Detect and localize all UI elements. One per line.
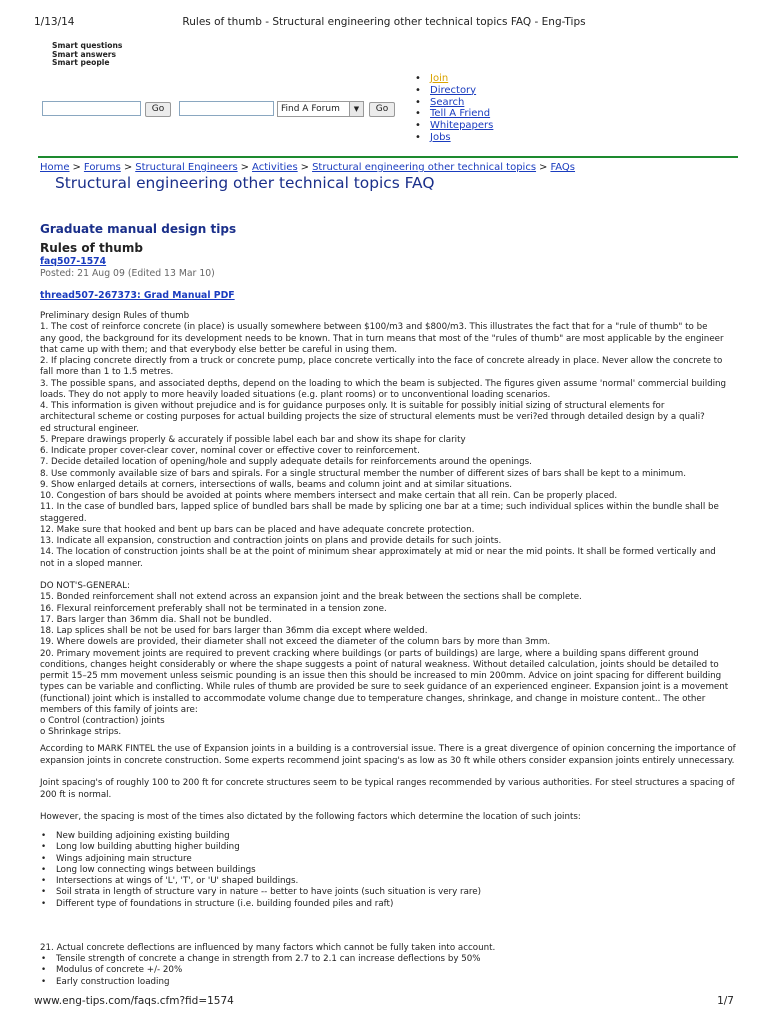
breadcrumb-separator: >	[539, 162, 548, 173]
text-line: conditions, changes height considerably or where the shape suggests a point of natural weakness. Without detailed calculation, joints should be detailed to	[40, 659, 719, 670]
go-button[interactable]: Go	[145, 102, 171, 117]
text-line: any good, the background for its development needs to be known. That in turn means that most of the "rules of thumb" are most applicable by the engineer	[40, 333, 724, 344]
text-line: members of this family of joints are:	[40, 704, 198, 715]
tagline-line: Smart answers	[52, 49, 117, 59]
list-item: • Intersections at wings of 'L', 'T', or 'U' shaped buildings.	[40, 876, 481, 887]
breadcrumb-separator: >	[123, 162, 133, 173]
nav-link-whitepapers[interactable]: Whitepapers	[430, 120, 494, 132]
text-line: 7. Decide detailed location of opening/hole and supply adequate details for reinforcements around the openings.	[40, 457, 532, 468]
text-line: 9. Show enlarged details at corners, intersections of walls, beams and column joint and at similar situations.	[40, 479, 513, 490]
list-item: • Long low building abutting higher building	[40, 842, 481, 853]
text-line: 11. In the case of bundled bars, lapped splice of bundled bars shall be made by splicing one bar at a time; such individual splices within the bundle shall be	[40, 502, 719, 513]
site-tagline	[52, 42, 122, 68]
nav-link-search[interactable]: Search	[430, 96, 465, 108]
list-item: • Soil strata in length of structure vary in nature -- better to have joints (such situation is very rare)	[40, 887, 481, 898]
top-nav	[415, 73, 493, 144]
tagline-line: Smart questions	[52, 41, 123, 50]
print-page-title: Rules of thumb - Structural engineering other technical topics FAQ - Eng-Tips	[182, 16, 586, 28]
text-line: According to MARK FINTEL the use of Expansion joints in a building is a controversial issue. There is a great divergence of opinion concerning the importance of	[40, 744, 736, 754]
dropdown-arrow-icon: ▼	[349, 102, 363, 116]
text-line: 8. Use commonly available size of bars and spirals. For a single structural member the number of different sizes of bars shall be kept to a minimum.	[40, 468, 686, 479]
text-line: 1. The cost of reinforce concrete (in place) is usually somewhere between $100/m3 and $800/m3. This illustrates the fact that for a "rule of thumb" to be	[40, 322, 708, 333]
breadcrumb	[40, 162, 575, 173]
item-21: 21. Actual concrete deflections are influenced by many factors which cannot be fully taken into account.	[40, 943, 496, 953]
faq-id-link[interactable]: faq507-1574	[40, 256, 107, 267]
list-item: • Different type of foundations in structure (i.e. building founded piles and raft)	[40, 899, 481, 910]
header-divider	[38, 156, 738, 158]
text-line: ed structural engineer.	[40, 423, 139, 434]
text-line: 3. The possible spans, and associated depths, depend on the loading to which the beam is subjected. The figures given assume 'normal' commercial building	[40, 378, 727, 389]
text-line: Joint spacing's of roughly 100 to 200 ft for concrete structures seem to be typical ranges recommended by various authorities. For steel structures a spacing of	[40, 778, 735, 788]
breadcrumb-faqs[interactable]: FAQs	[550, 162, 576, 173]
text-line: 18. Lap splices shall be not be used for bars larger than 36mm dia except where welded.	[40, 626, 428, 636]
nav-item-directory	[415, 85, 493, 97]
breadcrumb-structural-engineers[interactable]: Structural Engineers	[135, 162, 238, 173]
text-line: o Control (contraction) joints	[40, 716, 165, 726]
breadcrumb-separator: >	[240, 162, 250, 173]
breadcrumb-home[interactable]: Home	[40, 162, 70, 173]
forum-search-input[interactable]	[179, 101, 274, 116]
text-line: loads. They do not apply to more heavily loaded situations (e.g. plant rooms) or to unconventional loading scenarios.	[40, 389, 551, 400]
paragraph-factors: However, the spacing is most of the times also dictated by the following factors which determine the location of such joints:	[40, 812, 581, 822]
text-line: o Shrinkage strips.	[40, 727, 122, 738]
forum-select[interactable]	[277, 101, 364, 117]
nav-item-whitepapers	[415, 120, 493, 132]
posted-date: Posted: 21 Aug 09 (Edited 13 Mar 10)	[40, 268, 215, 279]
text-line: architectural scheme or costing purposes for actual building projects the size of structural elements must be veri?ed through detailed design by a quali?	[40, 412, 705, 423]
nav-link-jobs[interactable]: Jobs	[430, 131, 451, 143]
list-item: • New building adjoining existing building	[40, 831, 481, 842]
text-line: that came up with them; and that everybody else better be careful in using them.	[40, 344, 398, 355]
faq-title: Rules of thumb	[40, 241, 143, 255]
section-title: Graduate manual design tips	[40, 222, 237, 236]
text-line: permit 15–25 mm movement unless seismic pounding is an issue then this should be increased to min 200mm. Advice on joint spacing for different building	[40, 671, 722, 681]
breadcrumb-separator: >	[72, 162, 81, 173]
text-line: 10. Congestion of bars should be avoided at points where members intersect and make certain that all rein. Can be properly placed.	[40, 491, 618, 501]
print-url: www.eng-tips.com/faqs.cfm?fid=1574	[34, 995, 234, 1007]
print-header	[34, 16, 734, 30]
forum-go-button[interactable]: Go	[369, 102, 395, 117]
print-page-number: 1/7	[717, 995, 734, 1007]
forum-select-value: Find A Forum	[281, 104, 340, 114]
nav-link-directory[interactable]: Directory	[430, 84, 477, 96]
breadcrumb-forum[interactable]: Structural engineering other technical topics	[312, 162, 537, 173]
nav-item-search	[415, 97, 493, 109]
page-title: Structural engineering other technical topics FAQ	[55, 174, 435, 192]
thread-link[interactable]: thread507-267373: Grad Manual PDF	[40, 290, 235, 301]
tagline-line: Smart people	[52, 58, 110, 68]
text-line: 17. Bars larger than 36mm dia. Shall not be bundled.	[40, 614, 272, 625]
text-line: staggered.	[40, 513, 87, 524]
text-line: Preliminary design Rules of thumb	[40, 311, 190, 321]
nav-item-tell-a-friend	[415, 108, 493, 120]
text-line: not in a sloped manner.	[40, 558, 143, 569]
list-item: • Long low connecting wings between buildings	[40, 865, 481, 876]
text-line: 20. Primary movement joints are required to prevent cracking where buildings (or parts of buildings) are large, where a building spans different ground	[40, 648, 699, 659]
text-line: 13. Indicate all expansion, construction and contraction joints on plans and provide details for such joints.	[40, 536, 502, 546]
text-line: 15. Bonded reinforcement shall not extend across an expansion joint and the break between the sections shall be complete.	[40, 592, 582, 603]
text-line: 4. This information is given without prejudice and is for guidance purposes only. It is suitable for possibly initial sizing of structural elements for	[40, 401, 665, 411]
search-input[interactable]	[42, 101, 141, 116]
nav-item-jobs	[415, 132, 493, 144]
print-date: 1/13/14	[34, 16, 75, 28]
nav-link-tell-a-friend[interactable]: Tell A Friend	[430, 108, 491, 120]
text-line: 5. Prepare drawings properly & accurately if possible label each bar and show its shape for clarity	[40, 434, 466, 445]
breadcrumb-separator: >	[300, 162, 310, 173]
list-item: • Wings adjoining main structure	[40, 854, 481, 865]
text-line: expansion joints in concrete construction. Some experts recommend joint spacing's as low as 30 ft while others consider expansion joints entirely unnecessary.	[40, 755, 735, 766]
list-item: • Early construction loading	[40, 977, 481, 988]
text-line: 19. Where dowels are provided, their diameter shall not exceed the diameter of the column bars by more than 3mm.	[40, 637, 551, 648]
nav-link-join[interactable]: Join	[430, 73, 449, 84]
text-line: 2. If placing concrete directly from a truck or concrete pump, place concrete vertically into the face of concrete already in place. Never allow the concrete to	[40, 356, 723, 366]
text-line: DO NOT'S-GENERAL:	[40, 581, 130, 591]
text-line: 14. The location of construction joints shall be at the point of minimum shear approximately at mid or near the mid points. It shall be formed vertically and	[40, 547, 716, 558]
text-line: fall more than 1 to 1.5 metres.	[40, 367, 174, 378]
breadcrumb-activities[interactable]: Activities	[252, 162, 298, 173]
text-line: (functional) joint which is installed to accommodate volume change due to temperature changes, shrinkage, and change in moisture content.. The other	[40, 693, 706, 704]
factors-list	[40, 831, 481, 910]
list-item: • Modulus of concrete +/- 20%	[40, 965, 481, 976]
list-item: • Tensile strength of concrete a change in strength from 2.7 to 2.1 can increase deflections by 50%	[40, 954, 481, 965]
text-line: 16. Flexural reinforcement preferably shall not be terminated in a tension zone.	[40, 603, 387, 614]
text-line: 12. Make sure that hooked and bent up bars can be placed and have adequate concrete protection.	[40, 524, 475, 535]
breadcrumb-forums[interactable]: Forums	[83, 162, 121, 173]
text-line: 6. Indicate proper cover-clear cover, nominal cover or effective cover to reinforcement.	[40, 446, 420, 456]
nav-item-join	[415, 73, 493, 85]
item-21-list	[40, 954, 481, 988]
text-line: 200 ft is normal.	[40, 789, 112, 800]
print-footer	[34, 995, 734, 1009]
text-line: types can be variable and conflicting. While rules of thumb are provided be sure to seek guidance of an experienced engineer. Expansion joint is a movement	[40, 682, 729, 693]
